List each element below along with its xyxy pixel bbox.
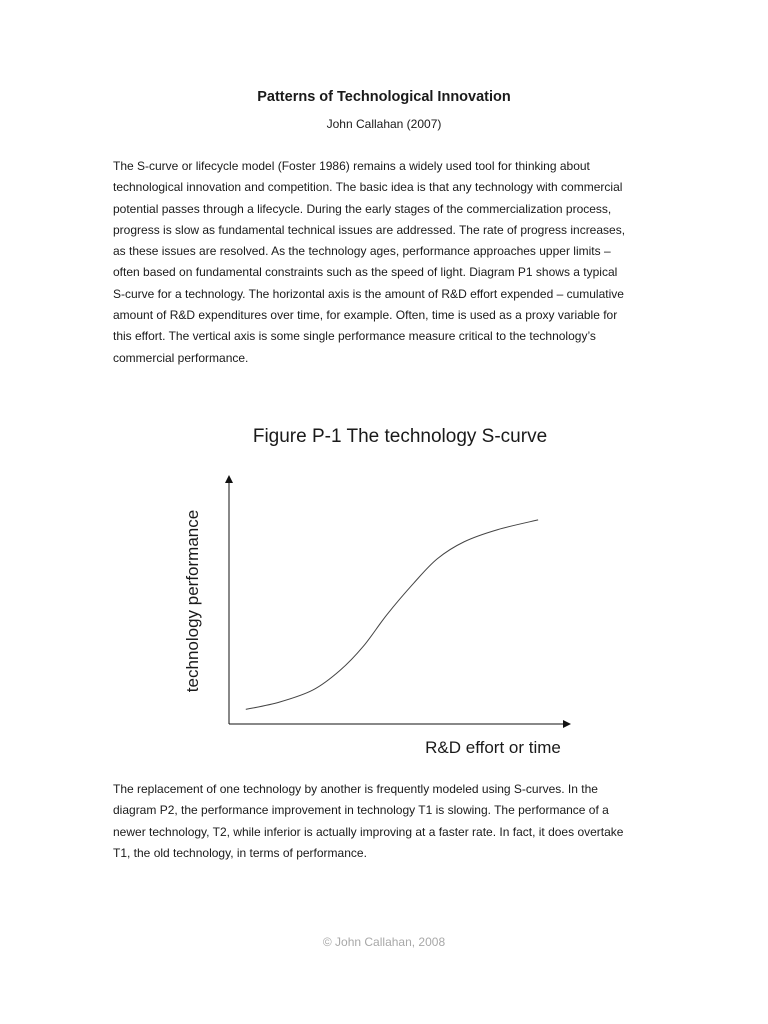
figure-title: Figure P-1 The technology S-curve xyxy=(252,426,548,447)
copyright-footer: © John Callahan, 2008 xyxy=(322,935,446,949)
paragraph-line: S-curve for a technology. The horizontal axis is the amount of R&D effort expended – cumulative xyxy=(113,286,624,301)
paragraph-line: The replacement of one technology by another is frequently modeled using S-curves. In the xyxy=(113,782,598,796)
paragraph-line: The S-curve or lifecycle model (Foster 1986) remains a widely used tool for thinking about xyxy=(113,159,590,173)
paragraph-line: often based on fundamental constraints such as the speed of light. Diagram P1 shows a typical xyxy=(113,265,618,280)
s-curve-chart xyxy=(170,415,590,765)
paragraph-line: technological innovation and competition. The basic idea is that any technology with commercial xyxy=(113,180,623,195)
paragraph-line: amount of R&D expenditures over time, for example. Often, time is used as a proxy variable for xyxy=(113,308,618,323)
paragraph-line: as these issues are resolved. As the technology ages, performance approaches upper limits – xyxy=(113,244,611,259)
paragraph-line: T1, the old technology, in terms of performance. xyxy=(113,845,367,860)
paragraph-line: progress is slow as fundamental technical issues are addressed. The rate of progress increases, xyxy=(113,222,626,237)
x-axis-label: R&D effort or time xyxy=(425,738,561,757)
paragraph-line: diagram P2, the performance improvement in technology T1 is slowing. The performance of a xyxy=(113,803,609,818)
paragraph-replacement xyxy=(113,779,623,864)
paragraph-intro xyxy=(113,156,625,369)
y-axis-label: technology performance xyxy=(183,509,202,693)
document-author: John Callahan (2007) xyxy=(326,117,442,131)
document-title: Patterns of Technological Innovation xyxy=(257,89,511,105)
paragraph-line: newer technology, T2, while inferior is actually improving at a faster rate. In fact, it does overtake xyxy=(113,824,624,839)
figure-s-curve xyxy=(170,415,590,765)
paragraph-line: potential passes through a lifecycle. During the early stages of the commercialization process, xyxy=(113,201,612,216)
s-curve-line xyxy=(246,520,538,710)
paragraph-line: commercial performance. xyxy=(113,350,249,365)
paragraph-line: this effort. The vertical axis is some single performance measure critical to the technology’s xyxy=(113,329,596,344)
